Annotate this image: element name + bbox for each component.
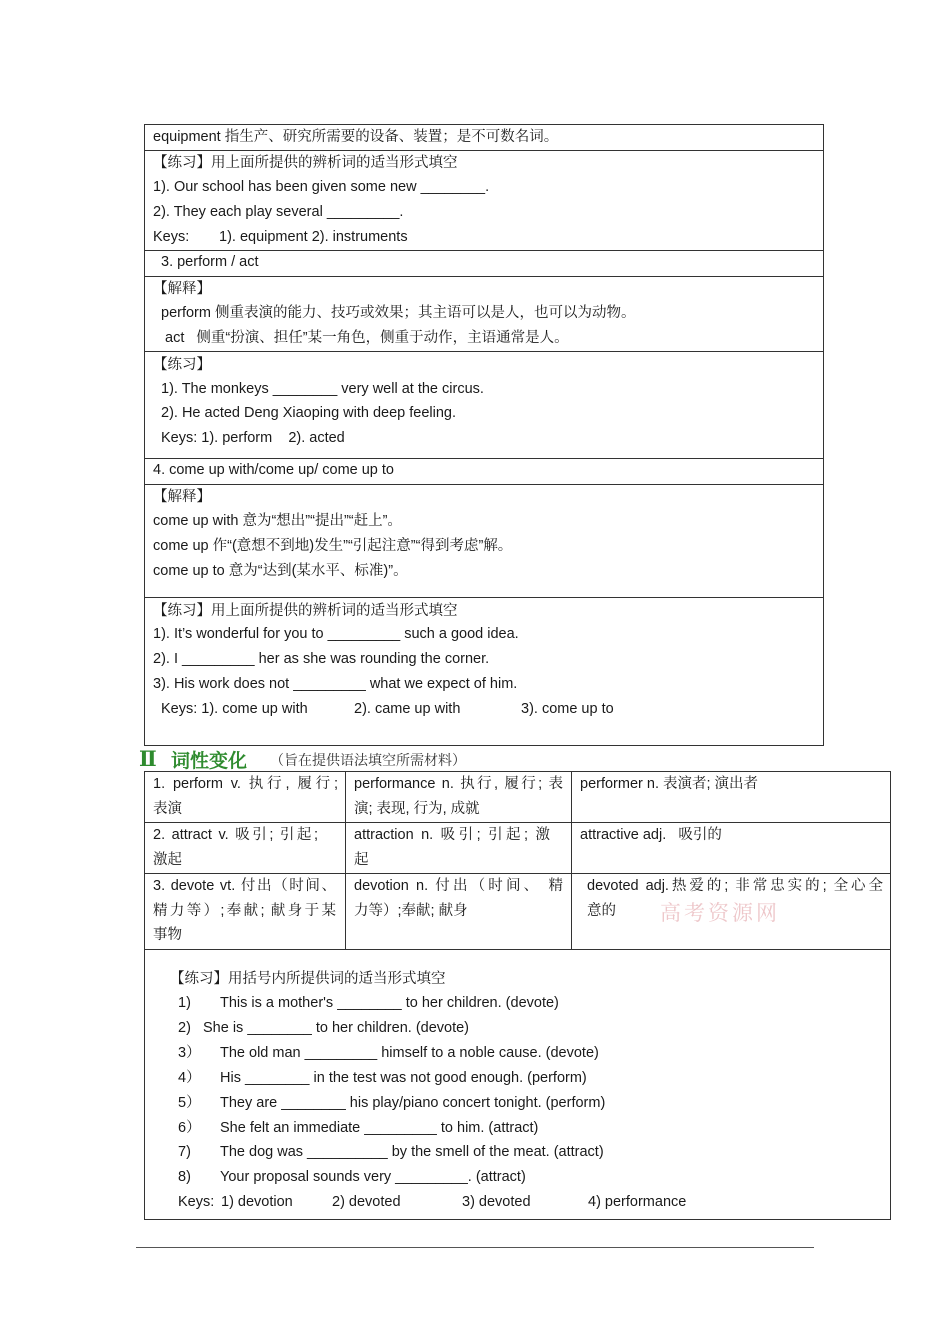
watermark: 高考资源网: [660, 901, 780, 925]
exercise-question: 1). The monkeys ________ very well at the circus.: [161, 381, 484, 397]
row-divider: [144, 484, 824, 485]
cell-line: 3. devote vt. 付出（时间、: [153, 878, 336, 894]
exercise-question: 1). It’s wonderful for you to _________ such a good idea.: [153, 626, 519, 642]
exercise-heading: 【练习】用括号内所提供词的适当形式填空: [170, 971, 446, 987]
cell-line: performer n. 表演者; 演出者: [580, 776, 759, 792]
exercise-question: His ________ in the test was not good enough. (perform): [220, 1070, 587, 1086]
cell-line: 力等）;奉献; 献身: [354, 902, 468, 919]
wordform-cell: [354, 823, 550, 872]
exercise-question: She felt an immediate _________ to him. (attract): [220, 1120, 539, 1136]
exercise-heading: 【练习】用上面所提供的辨析词的适当形式填空: [153, 155, 458, 171]
exercise-question: The dog was __________ by the smell of the meat. (attract): [220, 1144, 604, 1160]
exercise-question: She is ________ to her children. (devote): [203, 1020, 470, 1036]
cell-line: 精力等）;奉献; 献身于某: [153, 902, 336, 919]
equipment-definition: equipment 指生产、研究所需要的设备、装置；是不可数名词。: [153, 129, 559, 145]
exercise-question: This is a mother's ________ to her children. (devote): [220, 995, 559, 1011]
cell-line: 事物: [153, 927, 182, 943]
keys-value: 3) devoted: [462, 1194, 531, 1210]
explanation-line: come up with 意为“想出”“提出”“赶上”。: [153, 513, 402, 529]
keys-value: 1) devotion: [221, 1194, 293, 1210]
exercise-heading: 【练习】用上面所提供的辨析词的适当形式填空: [153, 603, 458, 619]
exercise-number: 6）: [178, 1120, 201, 1136]
row-divider: [144, 276, 824, 277]
cell-line: 激起: [153, 851, 182, 868]
exercise-question: 3). His work does not _________ what we expect of him.: [153, 676, 518, 692]
explanation-line: come up 作“(意想不到地)发生”“引起注意”“得到考虑”解。: [153, 538, 513, 554]
exercise-question: Your proposal sounds very _________. (attract): [220, 1169, 526, 1185]
explanation-heading: 【解释】: [153, 489, 211, 505]
exercise-question: 2). He acted Deng Xiaoping with deep feeling.: [161, 405, 457, 421]
column-divider: [345, 771, 346, 949]
explanation-heading: 【解释】: [153, 281, 211, 297]
wordform-cell: [153, 772, 338, 821]
cell-line: 2. attract v. 吸引; 引起;: [153, 827, 318, 843]
cell-line: 1. perform v. 执行, 履行;: [153, 776, 338, 792]
cell-line: attraction n. 吸引; 引起; 激: [354, 827, 550, 843]
keys-label: Keys:: [178, 1194, 215, 1210]
exercise-question: 1). Our school has been given some new ________.: [153, 179, 490, 195]
wordform-cell: [354, 772, 563, 821]
section-title: 词性变化: [171, 751, 248, 772]
wordform-cell: [354, 874, 563, 923]
keys-label: Keys: 1). come up with: [161, 701, 308, 717]
row-divider: [144, 949, 891, 950]
wordform-cell: [153, 823, 318, 872]
column-divider: [571, 771, 572, 949]
row-divider: [144, 458, 824, 459]
keys-label: Keys:: [153, 229, 190, 245]
exercise-question: They are ________ his play/piano concert tonight. (perform): [220, 1095, 606, 1111]
cell-line: devoted adj.热爱的; 非常忠实的; 全心全: [587, 878, 883, 894]
explanation-line: come up to 意为“达到(某水平、标准)”。: [153, 563, 408, 579]
wordform-cell: [153, 874, 336, 948]
section-numeral: Ⅱ: [139, 746, 157, 771]
keys-value: 2). came up with: [354, 701, 461, 717]
wordform-cell: [580, 823, 880, 848]
explanation-line: act 侧重“扮演、担任”某一角色，侧重于动作，主语通常是人。: [165, 330, 569, 346]
exercise-number: 5）: [178, 1095, 201, 1111]
exercise-question: 2). I _________ her as she was rounding the corner.: [153, 651, 490, 667]
exercise-question: The old man _________ himself to a noble cause. (devote): [220, 1045, 599, 1061]
row-divider: [144, 351, 824, 352]
cell-line: 意的: [587, 902, 616, 919]
item-title: 4. come up with/come up/ come up to: [153, 462, 394, 478]
keys-value: 1). equipment 2). instruments: [219, 229, 408, 245]
exercise-number: 8): [178, 1169, 191, 1185]
cell-line: performance n. 执行, 履行; 表: [354, 776, 563, 792]
exercise-number: 7): [178, 1144, 191, 1160]
exercise-number: 4）: [178, 1070, 201, 1086]
keys-value: 2) devoted: [332, 1194, 401, 1210]
exercise-number: 1): [178, 995, 191, 1011]
keys-value: 3). come up to: [521, 701, 614, 717]
cell-line: 表演: [153, 800, 182, 817]
cell-line: attractive adj. 吸引的: [580, 827, 722, 843]
exercise-number: 2): [178, 1020, 191, 1036]
row-divider: [144, 597, 824, 598]
explanation-line: perform 侧重表演的能力、技巧或效果；其主语可以是人，也可以为动物。: [161, 305, 636, 321]
cell-line: 起: [354, 851, 369, 868]
row-divider: [144, 250, 824, 251]
footer-rule: [136, 1247, 814, 1248]
row-divider: [144, 150, 824, 151]
keys-line: Keys: 1). perform 2). acted: [161, 430, 345, 446]
keys-value: 4) performance: [588, 1194, 687, 1210]
exercise-question: 2). They each play several _________.: [153, 204, 404, 220]
exercise-number: 3）: [178, 1045, 201, 1061]
item-title: 3. perform / act: [161, 254, 259, 270]
cell-line: 演; 表现, 行为, 成就: [354, 800, 480, 817]
section-subtitle: （旨在提供语法填空所需材料）: [270, 752, 466, 768]
cell-line: devotion n. 付出（时间、 精: [354, 878, 563, 894]
wordform-cell: [580, 772, 880, 797]
exercise-heading: 【练习】: [153, 357, 211, 373]
